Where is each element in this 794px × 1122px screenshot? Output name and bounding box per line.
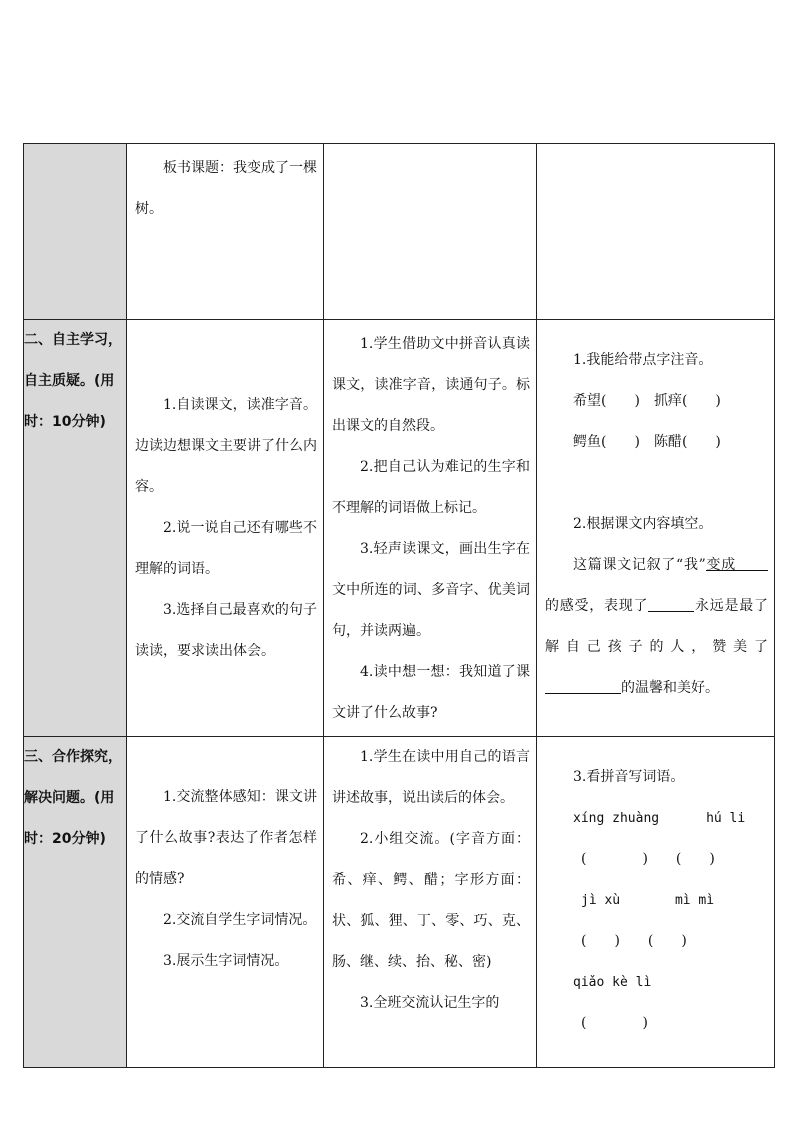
teacher-activity-cell (127, 737, 324, 1068)
student-text: 2.小组交流。(字音方面：希、痒、鳄、醋；字形方面：状、狐、狸、丁、零、巧、克、肠、继、续、抬、秘、密) (332, 831, 530, 970)
teacher-text: 3.选择自己最喜欢的句子读读，要求读出体会。 (135, 601, 317, 659)
exercise-cell (537, 144, 775, 320)
teacher-text: 3.展示生字词情况。 (163, 953, 289, 969)
student-text: 3.轻声读课文，画出生字在文中所连的词、多音字、优美词句，并读两遍。 (332, 541, 530, 639)
teacher-text: 1.交流整体感知：课文讲了什么故事?表达了作者怎样的情感? (135, 789, 317, 887)
teacher-activity-cell (127, 320, 324, 737)
table-row (24, 737, 775, 1068)
stage-cell (24, 737, 127, 1068)
stage-label: 三、合作探究，解决问题。(用时：20分钟) (24, 749, 122, 847)
stage-cell (24, 144, 127, 320)
exercise-cell (537, 320, 775, 737)
answer-brackets: ( ) ( ) (581, 933, 687, 949)
pinyin-line: xíng zhuàng hú li (573, 811, 746, 826)
student-text: 1.学生在读中用自己的语言讲述故事，说出读后的体会。 (332, 749, 530, 806)
student-activity-cell (324, 320, 537, 737)
teacher-text: 2.说一说自己还有哪些不理解的词语。 (135, 519, 317, 577)
answer-brackets: ( ) ( ) (581, 851, 715, 867)
lesson-plan-table (23, 143, 775, 1068)
exercise-q2-title: 2.根据课文内容填空。 (573, 516, 713, 532)
student-text: 3.全班交流认记生字的 (360, 995, 500, 1011)
exercise-q1-title: 1.我能给带点字注音。 (573, 352, 713, 368)
stage-cell (24, 320, 127, 737)
exercise-cell (537, 737, 775, 1068)
pinyin-line: qiǎo kè lì (573, 975, 652, 990)
exercise-q1-line1: 希望( ) 抓痒( ) (573, 393, 721, 409)
student-text: 2.把自己认为难记的生字和不理解的词语做上标记。 (332, 459, 530, 516)
stage-label: 二、自主学习，自主质疑。(用时：10分钟) (24, 332, 122, 430)
table-row (24, 144, 775, 320)
student-activity-cell (324, 737, 537, 1068)
exercise-q2-text: 这篇课文记叙了“我”变成的感受，表现了 永远是最了解自己孩子的人，赞美了的温馨和美好。 (545, 557, 768, 696)
teacher-text: 板书课题：我变成了一棵树。 (135, 160, 317, 217)
student-activity-cell (324, 144, 537, 320)
answer-brackets: ( ) (581, 1015, 648, 1031)
table-row (24, 320, 775, 737)
exercise-q3-title: 3.看拼音写词语。 (573, 769, 685, 785)
exercise-q1-line2: 鳄鱼( ) 陈醋( ) (573, 434, 721, 450)
student-text: 1.学生借助文中拼音认真读课文，读准字音，读通句子。标出课文的自然段。 (332, 336, 530, 434)
student-text: 4.读中想一想：我知道了课文讲了什么故事? (332, 664, 530, 721)
teacher-activity-cell (127, 144, 324, 320)
pinyin-line: jì xù mì mì (581, 893, 715, 908)
teacher-text: 2.交流自学生字词情况。 (163, 912, 317, 928)
teacher-text: 1.自读课文，读准字音。边读边想课文主要讲了什么内容。 (135, 396, 317, 495)
